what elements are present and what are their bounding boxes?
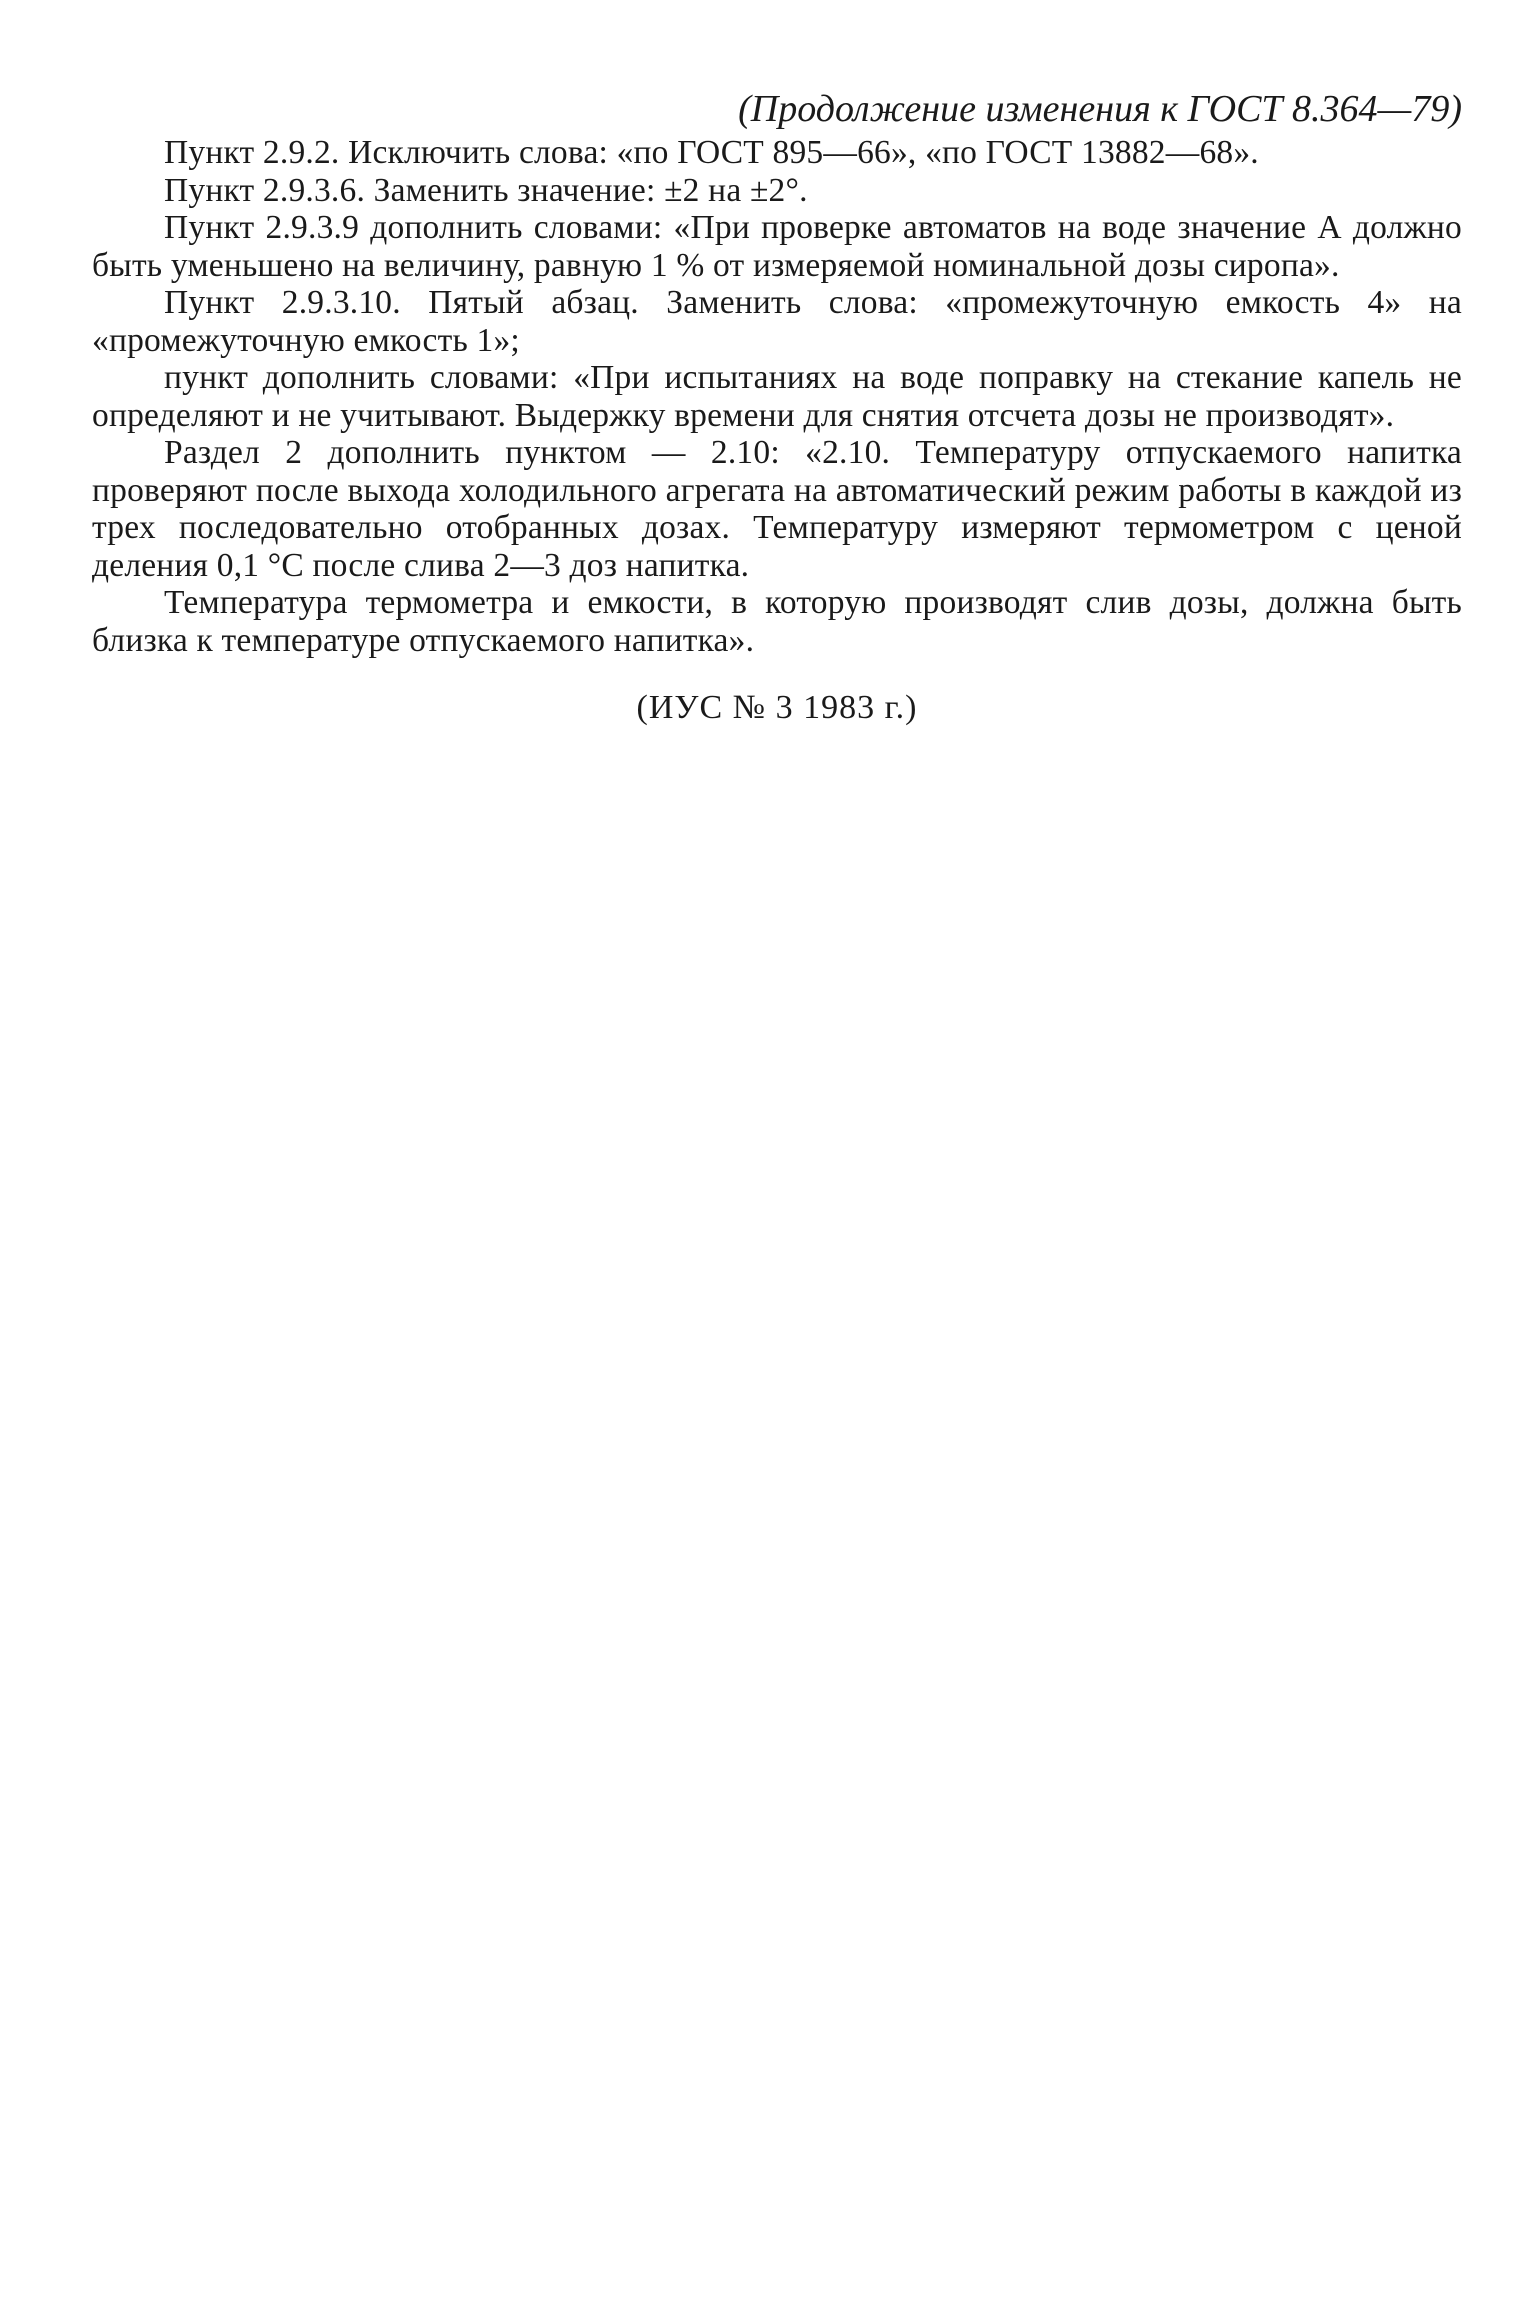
paragraph-2-9-3-10: Пункт 2.9.3.10. Пятый абзац. Заменить слова: «промежуточную емкость 4» на «промежуточную емкость 1»; [92,284,1462,359]
document-page [92,88,1462,761]
paragraph-addition-words: пункт дополнить словами: «При испытаниях на воде поправку на стекание капель не определяют и не учитывают. Выдержку времени для снятия отсчета дозы не производят». [92,359,1462,434]
paragraph-section-2-10: Раздел 2 дополнить пунктом — 2.10: «2.10. Температуру отпускаемого напитка проверяют после выхода холодильного агрегата на автоматический режим работы в каждой из трех последовательно отобранных дозах. Температуру измеряют термометром с ценой деления 0,1 °С после слива 2—3 доз напитка. [92,434,1462,584]
paragraph-2-9-3-6: Пункт 2.9.3.6. Заменить значение: ±2 на ±2°. [164,171,808,209]
document-header: (Продолжение изменения к ГОСТ 8.364—79) [738,88,1462,130]
paragraph-temperature: Температура термометра и емкости, в которую производят слив дозы, должна быть близка к температуре отпускаемого напитка». [92,584,1462,659]
paragraph-2-9-3-9: Пункт 2.9.3.9 дополнить словами: «При проверке автоматов на воде значение А должно быть уменьшено на величину, равную 1 % от измеряемой номинальной дозы сиропа». [92,209,1462,284]
paragraph-2-9-2: Пункт 2.9.2. Исключить слова: «по ГОСТ 895—66», «по ГОСТ 13882—68». [164,134,1259,171]
source-reference: (ИУС № 3 1983 г.) [636,689,918,726]
